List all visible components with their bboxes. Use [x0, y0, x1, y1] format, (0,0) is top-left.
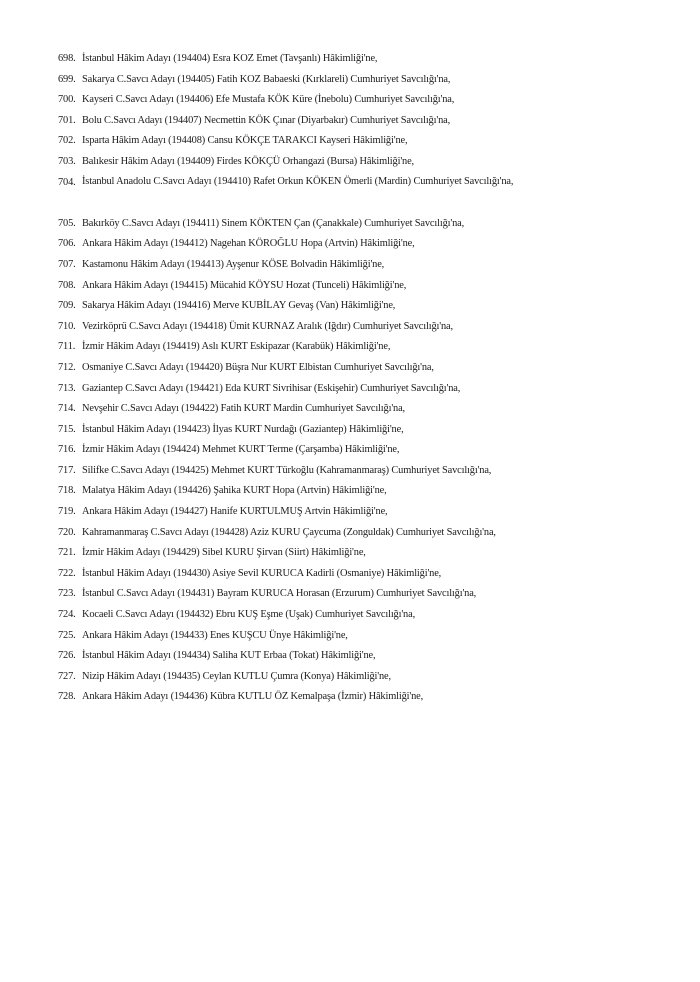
entry-number: 699. [58, 73, 76, 85]
entry-number: 717. [58, 464, 76, 476]
entry-text: İstanbul Hâkim Adayı (194434) Saliha KUT Erbaa (Tokat) Hâkimliği'ne, [82, 650, 376, 662]
entry-number: 722. [58, 567, 76, 579]
entry-text: Kayseri C.Savcı Adayı (194406) Efe Mustafa KÖK Küre (İnebolu) Cumhuriyet Savcılığı'na, [82, 94, 455, 106]
list-item [58, 547, 658, 568]
entry-number: 710. [58, 320, 76, 332]
entry-number: 700. [58, 94, 76, 106]
entry-number: 727. [58, 670, 76, 682]
list-item [58, 444, 658, 465]
entry-number: 718. [58, 485, 76, 497]
entry-number: 726. [58, 650, 76, 662]
entry-text: Osmaniye C.Savcı Adayı (194420) Büşra Nur KURT Elbistan Cumhuriyet Savcılığı'na, [82, 361, 434, 373]
list-item [58, 383, 658, 404]
list-item [58, 238, 658, 259]
list-item [58, 74, 658, 95]
entry-text: Kastamonu Hâkim Adayı (194413) Ayşenur KÖSE Bolvadin Hâkimliği'ne, [82, 258, 385, 270]
entry-text: Gaziantep C.Savcı Adayı (194421) Eda KURT Sivrihisar (Eskişehir) Cumhuriyet Savcılığı'na, [82, 382, 461, 394]
entry-number: 725. [58, 629, 76, 641]
entry-number: 707. [58, 258, 76, 270]
entry-number: 714. [58, 403, 76, 415]
entry-text: İzmir Hâkim Adayı (194429) Sibel KURU Şirvan (Siirt) Hâkimliği'ne, [82, 547, 366, 559]
entry-number: 705. [58, 217, 76, 229]
entry-number: 703. [58, 155, 76, 167]
entry-number: 724. [58, 609, 76, 621]
entry-text: İzmir Hâkim Adayı (194419) Aslı KURT Eskipazar (Karabük) Hâkimliği'ne, [82, 341, 391, 353]
entry-text: İstanbul Hâkim Adayı (194430) Asiye Sevil KURUCA Kadirli (Osmaniye) Hâkimliği'ne, [82, 567, 442, 579]
entry-number: 706. [58, 238, 76, 250]
list-item [58, 650, 658, 671]
entry-text: İstanbul Anadolu C.Savcı Adayı (194410) Rafet Orkun KÖKEN Ömerli (Mardin) Cumhuriyet Savcılığı'na, [82, 176, 514, 188]
list-item [58, 177, 658, 218]
list-item [58, 588, 658, 609]
list-item [58, 94, 658, 115]
list-item [58, 527, 658, 548]
entry-text: Vezirköprü C.Savcı Adayı (194418) Ümit KURNAZ Aralık (Iğdır) Cumhuriyet Savcılığı'na, [82, 320, 453, 332]
entry-number: 716. [58, 444, 76, 456]
entry-text: Ankara Hâkim Adayı (194427) Hanife KURTULMUŞ Artvin Hâkimliği'ne, [82, 506, 388, 518]
list-item [58, 218, 658, 239]
entry-text: İstanbul Hâkim Adayı (194404) Esra KOZ Emet (Tavşanlı) Hâkimliği'ne, [82, 53, 378, 64]
list-item [58, 630, 658, 651]
entry-text: Balıkesir Hâkim Adayı (194409) Firdes KÖKÇÜ Orhangazi (Bursa) Hâkimliği'ne, [82, 155, 415, 167]
entry-text: Bakırköy C.Savcı Adayı (194411) Sinem KÖKTEN Çan (Çanakkale) Cumhuriyet Savcılığı'na, [82, 217, 465, 229]
entry-number: 708. [58, 279, 76, 291]
entry-number: 728. [58, 691, 76, 703]
list-item [58, 403, 658, 424]
entry-number: 719. [58, 506, 76, 518]
entry-text: Ankara Hâkim Adayı (194433) Enes KUŞCU Ünye Hâkimliği'ne, [82, 629, 348, 641]
entry-number: 709. [58, 300, 76, 312]
list-item [58, 506, 658, 527]
entry-text: Malatya Hâkim Adayı (194426) Şahika KURT Hopa (Artvin) Hâkimliği'ne, [82, 485, 387, 497]
entry-number: 715. [58, 423, 76, 435]
list-item [58, 135, 658, 156]
entry-number: 698. [58, 53, 76, 64]
entry-text: Silifke C.Savcı Adayı (194425) Mehmet KURT Türkoğlu (Kahramanmaraş) Cumhuriyet Savcılığı'na, [82, 464, 492, 476]
entry-number: 711. [58, 341, 76, 353]
entry-text: Ankara Hâkim Adayı (194415) Mücahid KÖYSU Hozat (Tunceli) Hâkimliği'ne, [82, 279, 407, 291]
list-item [58, 362, 658, 383]
list-item [58, 115, 658, 136]
entry-number: 723. [58, 588, 76, 600]
list-item [58, 53, 658, 74]
list-item [58, 424, 658, 445]
entry-text: Kocaeli C.Savcı Adayı (194432) Ebru KUŞ Eşme (Uşak) Cumhuriyet Savcılığı'na, [82, 609, 416, 621]
entry-text: Nizip Hâkim Adayı (194435) Ceylan KUTLU Çumra (Konya) Hâkimliği'ne, [82, 670, 391, 682]
entry-number: 713. [58, 382, 76, 394]
list-item [58, 465, 658, 486]
list-item [58, 691, 658, 712]
entry-number: 702. [58, 135, 76, 147]
list-item [58, 609, 658, 630]
entry-text: İzmir Hâkim Adayı (194424) Mehmet KURT Terme (Çarşamba) Hâkimliği'ne, [82, 444, 400, 456]
list-item [58, 321, 658, 342]
list-item [58, 300, 658, 321]
entry-text: Kahramanmaraş C.Savcı Adayı (194428) Aziz KURU Çaycuma (Zonguldak) Cumhuriyet Savcılığı'na, [82, 526, 496, 538]
entry-text: Isparta Hâkim Adayı (194408) Cansu KÖKÇE TARAKCI Kayseri Hâkimliği'ne, [82, 135, 408, 147]
entry-text: Sakarya C.Savcı Adayı (194405) Fatih KOZ Babaeski (Kırklareli) Cumhuriyet Savcılığı'na, [82, 73, 451, 85]
entry-text: Ankara Hâkim Adayı (194412) Nagehan KÖROĞLU Hopa (Artvin) Hâkimliği'ne, [82, 238, 415, 250]
entry-text: Bolu C.Savcı Adayı (194407) Necmettin KÖK Çınar (Diyarbakır) Cumhuriyet Savcılığı'na, [82, 114, 451, 126]
entry-number: 704. [58, 176, 76, 188]
entry-text: İstanbul C.Savcı Adayı (194431) Bayram KURUCA Horasan (Erzurum) Cumhuriyet Savcılığı'na, [82, 588, 477, 600]
appointment-list [58, 53, 658, 712]
entry-number: 720. [58, 526, 76, 538]
entry-number: 712. [58, 361, 76, 373]
entry-text: Sakarya Hâkim Adayı (194416) Merve KUBİLAY Gevaş (Van) Hâkimliği'ne, [82, 300, 396, 312]
entry-number: 701. [58, 114, 76, 126]
list-item [58, 568, 658, 589]
list-item [58, 280, 658, 301]
entry-text: Ankara Hâkim Adayı (194436) Kübra KUTLU ÖZ Kemalpaşa (İzmir) Hâkimliği'ne, [82, 691, 424, 703]
list-item [58, 485, 658, 506]
entry-number: 721. [58, 547, 76, 559]
entry-text: İstanbul Hâkim Adayı (194423) İlyas KURT Nurdağı (Gaziantep) Hâkimliği'ne, [82, 423, 404, 435]
list-item [58, 671, 658, 692]
entry-text: Nevşehir C.Savcı Adayı (194422) Fatih KURT Mardin Cumhuriyet Savcılığı'na, [82, 403, 405, 415]
list-item [58, 259, 658, 280]
list-item [58, 341, 658, 362]
